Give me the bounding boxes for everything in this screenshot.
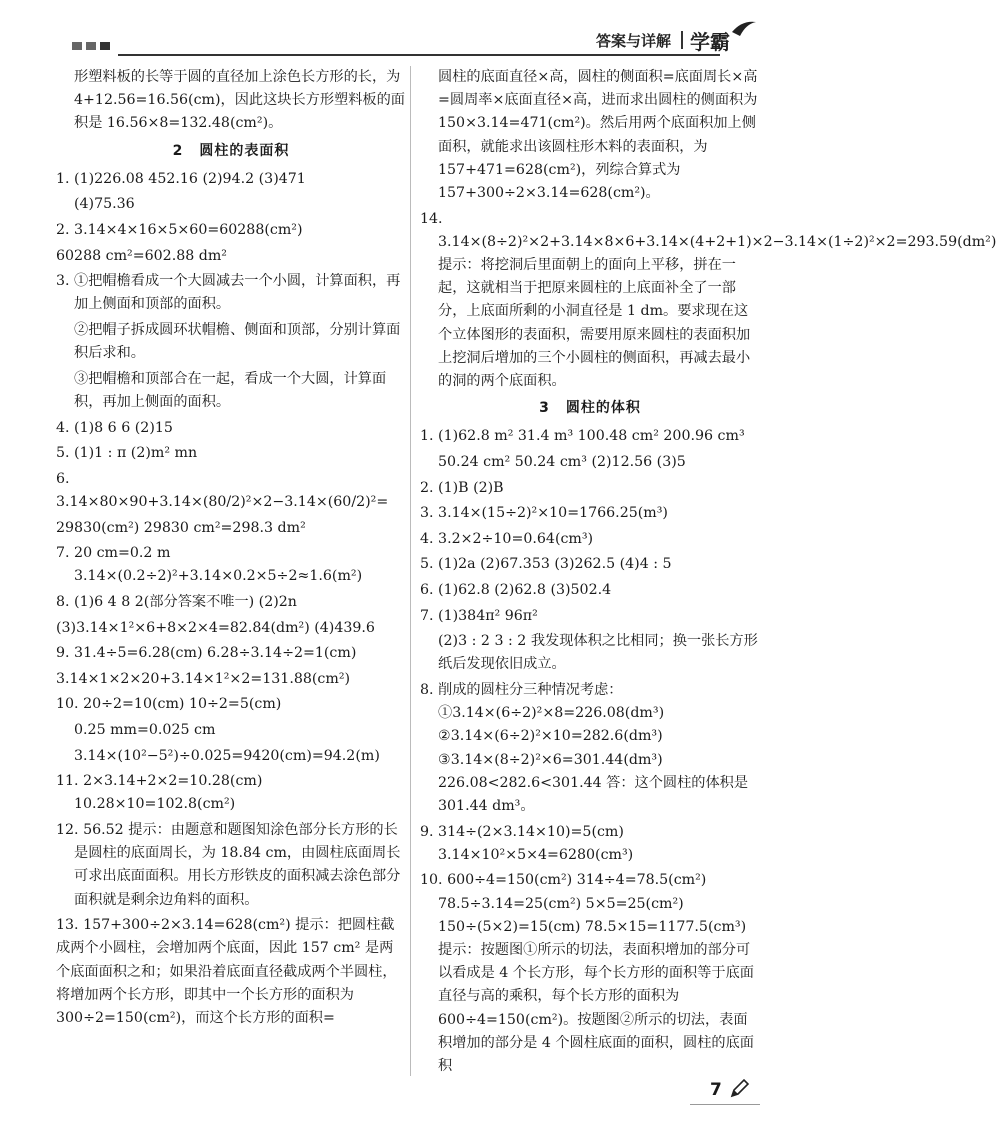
right-column	[420, 66, 996, 1081]
answer-line: 5. (1)2a (2)67.353 (3)262.5 (4)4 : 5	[420, 556, 672, 573]
answer-line: (3)3.14×1²×6+8×2×4=82.84(dm²) (4)439.6	[56, 619, 375, 636]
answer-line: 13. 157+300÷2×3.14=628(cm²) 提示：把圆柱截成两个小圆柱，会增加两个底面，因此 157 cm² 是两个底面面积之和；如果沿着底面直径截成两个半圆柱，将增加两个长方形，即其中一个长方形的面积为 300÷2=150(cm²)，而这个长方形的面积=	[56, 917, 397, 1026]
answer-line: 1. (1)226.08 452.16 (2)94.2 (3)471	[56, 170, 306, 187]
answer-line: 9. 31.4÷5=6.28(cm) 6.28÷3.14÷2=1(cm)	[56, 645, 357, 662]
answer-line: 3. 3.14×(15÷2)²×10=1766.25(m³)	[420, 505, 668, 522]
section-heading	[56, 140, 406, 163]
answer-line: 3.14×1×2×20+3.14×1²×2=131.88(cm²)	[56, 670, 351, 687]
answer-line: 2. 3.14×4×16×5×60=60288(cm²)	[56, 222, 303, 238]
answer-line: (2)3 : 2 3 : 2 我发现体积之比相同；换一张长方形纸后发现依旧成立。	[438, 633, 758, 673]
answer-line: 8. (1)6 4 8 2(部分答案不唯一) (2)2n	[56, 593, 297, 610]
answer-line: 14. 3.14×(8÷2)²×2+3.14×8×6+3.14×(4+2+1)×2−3.14×(1÷2)²×2=293.59(dm²) 提示：将挖洞后里面朝上的面向上平移，拼在一起，这就相当于把原来圆柱的上底面补全了一部分，上底面所剩的小洞直径是 1 dm。要求现在这个立体图形的表面积，需要用原来圆柱的表面积加上挖洞后增加的三个小圆柱的侧面积，再减去最小的洞的两个底面积。	[420, 210, 996, 390]
logo-swoosh-icon	[730, 18, 758, 40]
section-title: 圆柱的表面积	[199, 142, 290, 159]
answer-line: 60288 cm²=602.88 dm²	[56, 247, 227, 264]
page-header	[0, 0, 800, 58]
answer-line: 7. 20 cm=0.2 m 3.14×(0.2÷2)²+3.14×0.2×5÷2≈1.6(m²)	[56, 545, 363, 585]
left-column	[56, 66, 406, 1033]
answer-line: 50.24 cm² 50.24 cm³ (2)12.56 (3)5	[438, 454, 686, 471]
answer-line: 2. (1)B (2)B	[420, 479, 504, 496]
answer-line: 5. (1)1 : π (2)m² mn	[56, 445, 198, 462]
brand-logo: 学霸	[690, 30, 730, 54]
section-title: 圆柱的体积	[565, 400, 641, 417]
section-heading	[420, 397, 760, 420]
answer-line: 4. 3.2×2÷10=0.64(cm³)	[420, 530, 594, 547]
answer-line: 圆柱的底面直径×高，圆柱的侧面积=底面周长×高=圆周率×底面直径×高，进而求出圆柱的侧面积为 150×3.14=471(cm²)。然后用两个底面积加上侧面积，就能求出该圆柱形木料的表面积，为157+471=628(cm²)，列综合算式为 157+300÷2×3.14=628(cm²)。	[438, 69, 758, 202]
header-decoration	[72, 42, 110, 50]
header-separator	[681, 31, 683, 49]
header-title: 答案与详解	[596, 32, 672, 50]
answer-line: 3.14×(10²−5²)÷0.025=9420(cm)=94.2(m)	[74, 747, 380, 764]
answer-line: 10. 20÷2=10(cm) 10÷2=5(cm)	[56, 696, 282, 713]
answer-line: 0.25 mm=0.025 cm	[74, 721, 216, 738]
answer-line: 9. 314÷(2×3.14×10)=5(cm) 3.14×10²×5×4=6280(cm³)	[420, 823, 634, 863]
answer-line: 6. (1)62.8 (2)62.8 (3)502.4	[420, 582, 612, 598]
page-number: 7	[710, 1080, 722, 1100]
footer-rule	[690, 1104, 760, 1105]
column-divider	[410, 66, 411, 1076]
answer-line: 6. 3.14×80×90+3.14×(80/2)²×2−3.14×(60/2)²=	[56, 470, 389, 510]
answer-line: 11. 2×3.14+2×2=10.28(cm) 10.28×10=102.8(cm²)	[56, 773, 263, 813]
header-rule	[118, 54, 720, 56]
answer-line: 10. 600÷4=150(cm²) 314÷4=78.5(cm²) 78.5÷3.14=25(cm²) 5×5=25(cm²) 150÷(5×2)=15(cm) 78.5×15=1177.5(cm³) 提示：按题图①所示的切法，表面积增加的部分可以看成是 4 个长方形，每个长方形的面积等于底面直径与高的乘积，每个长方形的面积为 600÷4=150(cm²)。按题图②所示的切法，表面积增加的部分是 4 个圆柱底面的面积，圆柱的底面积	[420, 872, 754, 1075]
section-number: 2	[172, 142, 184, 159]
section-number: 3	[539, 400, 550, 417]
answer-line: ②把帽子拆成圆环状帽檐、侧面和顶部，分别计算面积后求和。	[74, 321, 401, 362]
answer-line: 29830(cm²) 29830 cm²=298.3 dm²	[56, 519, 306, 536]
answer-line: 形塑料板的长等于圆的直径加上涂色长方形的长，为 4+12.56=16.56(cm)，因此这块长方形塑料板的面积是 16.56×8=132.48(cm²)。	[74, 69, 405, 132]
answer-line: 12. 56.52 提示：由题意和题图知涂色部分长方形的长是圆柱的底面周长，为 18.84 cm，由圆柱底面周长可求出底面面积。用长方形铁皮的面积减去涂色部分面积就是剩余边角料的面积。	[56, 821, 401, 908]
answer-line: (4)75.36	[74, 196, 135, 213]
pencil-icon	[728, 1078, 750, 1100]
answer-line: 1. (1)62.8 m² 31.4 m³ 100.48 cm² 200.96 cm³	[420, 428, 745, 445]
answer-line: ③把帽檐和顶部合在一起，看成一个大圆，计算面积，再加上侧面的面积。	[74, 370, 387, 410]
answer-line: 7. (1)384π² 96π²	[420, 607, 538, 624]
answer-line: 3. ①把帽檐看成一个大圆减去一个小圆，计算面积，再加上侧面和顶部的面积。	[56, 273, 401, 313]
answer-line: 8. 削成的圆柱分三种情况考虑：①3.14×(6÷2)²×8=226.08(dm³) ②3.14×(6÷2)²×10=282.6(dm³) ③3.14×(8÷2)²×6=301.44(dm³) 226.08<282.6<301.44 答：这个圆柱的体积是 301.44 dm³。	[420, 681, 749, 814]
answer-line: 4. (1)8 6 6 (2)15	[56, 419, 173, 436]
